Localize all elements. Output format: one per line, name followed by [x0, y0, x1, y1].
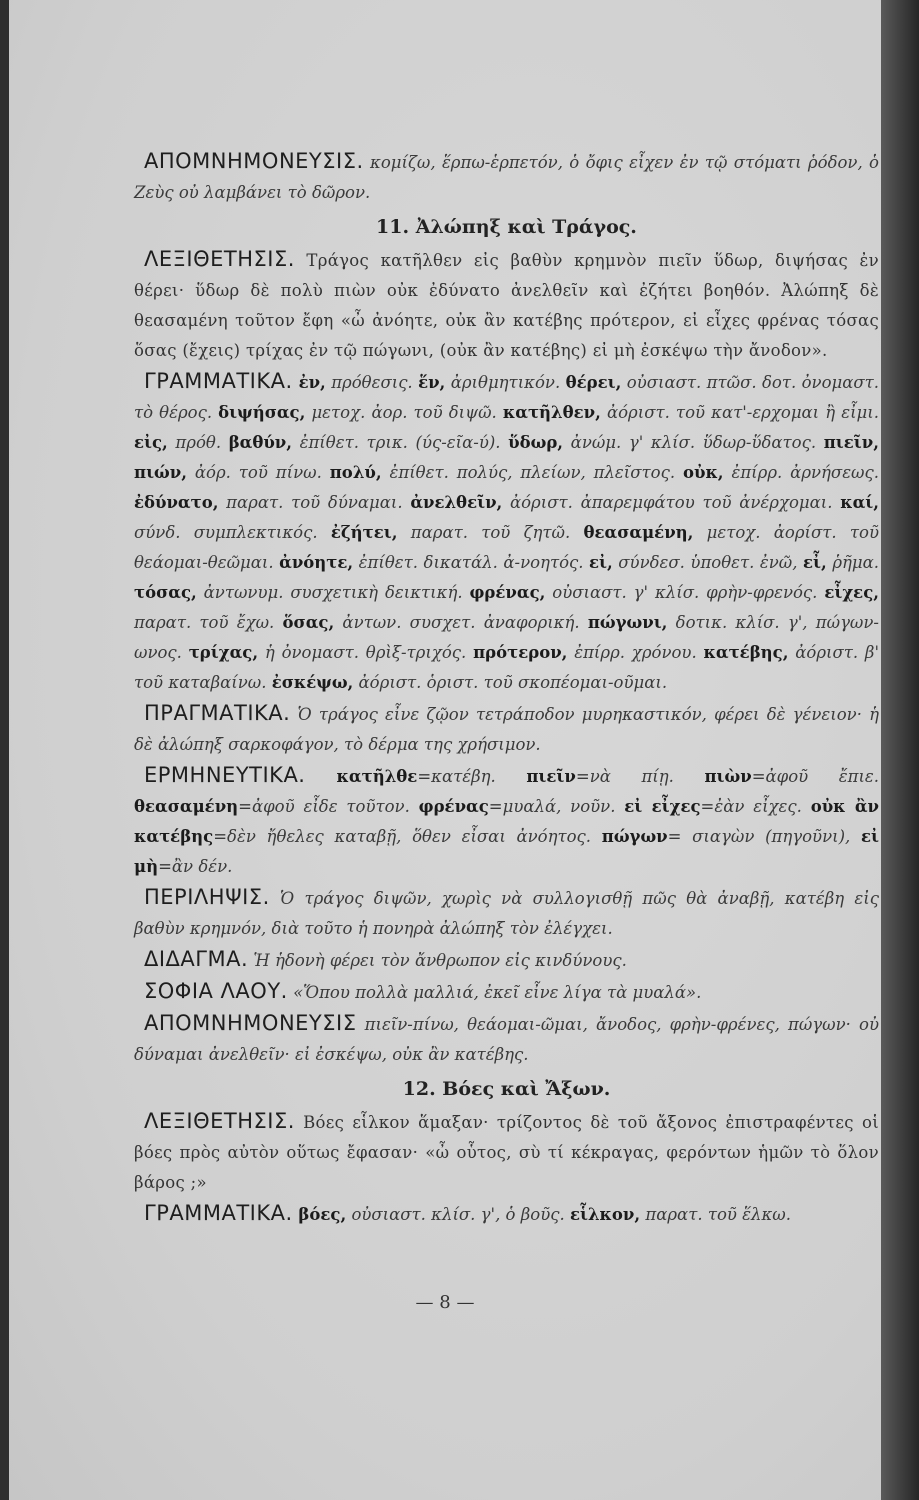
- section-label: ΠΕΡΙΛΗΨΙΣ.: [144, 885, 270, 909]
- headword: ὕδωρ,: [508, 433, 564, 452]
- page-number: — 8 —: [415, 1292, 475, 1313]
- headword: πιεῖν: [526, 767, 576, 786]
- headword: ἐζήτει,: [330, 523, 398, 542]
- headword: ἐσκέψω,: [271, 673, 354, 692]
- gloss-text: =ἂν δέν.: [158, 857, 233, 876]
- gloss-text: = σιαγὼν (πηγοῦνι),: [667, 827, 861, 846]
- gloss-text: κομίζω, ἕρπω-ἑρπετόν, ὁ ὄφις εἶχεν ἐν τῷ στόματι ῥόδον, ὁ Ζεὺς οὐ λαμβάνει τὸ δῶρον.: [134, 153, 879, 202]
- headword: πώγωνι,: [587, 613, 668, 632]
- headword: ἀνελθεῖν,: [410, 493, 503, 512]
- gloss-text: παρατ. τοῦ δύναμαι.: [218, 493, 411, 512]
- gloss-text: μετοχ. ἀορ. τοῦ διψῶ.: [305, 403, 503, 422]
- headword: κατῆλθε: [305, 767, 418, 786]
- gloss-text: οὐσιαστ. κλίσ. γ', ὁ βοῦς.: [346, 1205, 570, 1224]
- gloss-text: ἐπίθετ. τρικ. (ύς-εῖα-ύ).: [292, 433, 509, 452]
- gloss-text: σύνδ. συμπλεκτικός.: [134, 523, 331, 542]
- section-paragraph: [134, 366, 879, 698]
- gloss-text: ἀόρ. τοῦ πίνω.: [186, 463, 330, 482]
- section-paragraph: [134, 976, 879, 1008]
- section-paragraph: [134, 882, 879, 944]
- headword: εἶχες,: [824, 583, 880, 602]
- gloss-text: «Ὅπου πολλὰ μαλλιά, ἐκεῖ εἶνε λίγα τὰ μυαλά».: [287, 983, 702, 1002]
- headword: εἰ εἶχες: [624, 797, 701, 816]
- gloss-text: =μυαλά, νοῦν.: [488, 797, 625, 816]
- gloss-text: ἐπίθετ. δικατάλ. ἀ-νοητός.: [353, 553, 590, 572]
- headword: ὅσας,: [282, 613, 335, 632]
- gloss-text: =ἀφοῦ εἶδε τοῦτον.: [238, 797, 419, 816]
- headword: πιὼν: [704, 767, 752, 786]
- page-body: [134, 146, 879, 1230]
- section-label: ΛΕΞΙΘΕΤΗΣΙΣ.: [144, 1109, 295, 1133]
- gloss-text: πρόθ.: [167, 433, 229, 452]
- section-label: ΛΕΞΙΘΕΤΗΣΙΣ.: [144, 247, 295, 271]
- gloss-text: ἀόριστ. ὁριστ. τοῦ σκοπέομαι-οῦμαι.: [353, 673, 668, 692]
- gloss-text: ἀντωνυμ. συσχετικὴ δεικτική.: [196, 583, 470, 602]
- gloss-text: ἡ ὀνομαστ. θρὶξ-τριχός.: [258, 643, 474, 662]
- headword: βαθύν,: [228, 433, 292, 452]
- gloss-text: παρατ. τοῦ ἔχω.: [134, 613, 283, 632]
- gloss-text: σύνδεσ. ὑποθετ. ἐνῶ,: [612, 553, 804, 572]
- headword: φρένας: [418, 797, 489, 816]
- section-label: ΕΡΜΗΝΕΥΤΙΚΑ.: [144, 763, 306, 787]
- headword: οὐκ,: [682, 463, 724, 482]
- gloss-text: ῥῆμα.: [826, 553, 880, 572]
- headword: τόσας,: [134, 583, 197, 602]
- section-paragraph: [134, 760, 879, 882]
- headword: πιεῖν, πιών,: [134, 433, 879, 482]
- headword: εἰς,: [134, 433, 168, 452]
- section-paragraph: [134, 1106, 879, 1198]
- gloss-text: δοτικ. κλίσ. γ', πώγων-ωνος.: [134, 613, 879, 662]
- headword: εἷλκον,: [569, 1205, 641, 1224]
- gloss-text: =ἀφοῦ ἔπιε.: [751, 767, 880, 786]
- headword: θεασαμένη: [134, 797, 239, 816]
- section-paragraph: [134, 698, 879, 760]
- scan-edge: [881, 0, 919, 1500]
- section-paragraph: [134, 1198, 879, 1230]
- gloss-text: ἀριθμητικόν.: [445, 373, 566, 392]
- gloss-text: ἀνώμ. γ' κλίσ. ὕδωρ-ὕδατος.: [563, 433, 824, 452]
- headword: κατέβης,: [703, 643, 789, 662]
- section-label: ΣΟΦΙΑ ΛΑΟΥ.: [144, 979, 288, 1003]
- gloss-text: Τράγος κατῆλθεν εἰς βαθὺν κρημνὸν πιεῖν ὕδωρ, διψήσας ἐν θέρει· ὕδωρ δὲ πολὺ πιὼν οὐκ ἐδύνατο ἀνελθεῖν καὶ ἐζήτει βοηθόν. Ἀλώπηξ δὲ θεασαμένη τοῦτον ἔφη «ὦ ἀνόητε, οὐκ ἂν κατέβης πρότερον, εἰ εἶχες φρένας τόσας ὅσας (ἔχεις) τρίχας ἐν τῷ πώγωνι, (οὐκ ἂν κατέβης) εἰ μὴ ἐσκέψω τὴν ἄνοδον».: [134, 251, 879, 360]
- gloss-text: =ἐὰν εἶχες.: [700, 797, 811, 816]
- gloss-text: Ὁ τράγος διψῶν, χωρὶς νὰ συλλογισθῇ πῶς θὰ ἀναβῇ, κατέβη εἰς βαθὺν κρημνόν, διὰ τοῦτο ἡ πονηρὰ ἀλώπηξ τὸν ἐλέγχει.: [134, 889, 879, 938]
- gloss-text: ἐπίθετ. πολύς, πλείων, πλεῖστος.: [381, 463, 683, 482]
- gloss-text: ἀντων. συσχετ. ἀναφορική.: [334, 613, 588, 632]
- headword: διψήσας,: [218, 403, 306, 422]
- headword: εἶ,: [803, 553, 827, 572]
- headword: ἕν,: [418, 373, 446, 392]
- gloss-text: πρόθεσις.: [325, 373, 419, 392]
- gloss-text: πιεῖν-πίνω, θεάομαι-ῶμαι, ἄνοδος, φρὴν-φρένες, πώγων· οὐ δύναμαι ἀνελθεῖν· εἰ ἐσκέψω, οὐκ ἂν κατέβης.: [134, 1015, 879, 1064]
- headword: ἀνόητε,: [279, 553, 354, 572]
- section-label: ΓΡΑΜΜΑΤΙΚΑ.: [144, 369, 293, 393]
- headword: καί,: [840, 493, 879, 512]
- book-page: [9, 0, 881, 1500]
- section-label: ΑΠΟΜΝΗΜΟΝΕΥΣΙΣ.: [144, 149, 364, 173]
- gloss-text: παρατ. τοῦ ἕλκω.: [640, 1205, 791, 1224]
- section-paragraph: [134, 244, 879, 366]
- gloss-text: ἀόριστ. τοῦ κατ'-ερχομαι ἢ εἶμι.: [600, 403, 879, 422]
- headword: πρότερον,: [473, 643, 568, 662]
- headword: οὐκ ἂν κατέβης: [134, 797, 880, 846]
- gloss-text: Ἡ ἡδονὴ φέρει τὸν ἄνθρωπον εἰς κινδύνους.: [248, 951, 627, 970]
- headword: πολύ,: [329, 463, 382, 482]
- gloss-text: οὐσιαστ. γ' κλίσ. φρὴν-φρενός.: [545, 583, 825, 602]
- gloss-text: Ὁ τράγος εἶνε ζῷον τετράποδον μυρηκαστικόν, φέρει δὲ γένειον· ἡ δὲ ἀλώπηξ σαρκοφάγον, τὸ δέρμα της χρήσιμον.: [134, 705, 879, 754]
- gloss-text: ἐπίρρ. χρόνου.: [567, 643, 704, 662]
- gloss-text: παρατ. τοῦ ζητῶ.: [397, 523, 584, 542]
- gloss-text: μετοχ. ἀορίστ. τοῦ θεάομαι-θεῶμαι.: [134, 523, 880, 572]
- section-paragraph: [134, 1008, 879, 1070]
- gloss-text: =κατέβη.: [417, 767, 527, 786]
- gloss-text: ἐπίρρ. ἀρνήσεως.: [723, 463, 879, 482]
- headword: βόες,: [292, 1205, 347, 1224]
- headword: φρένας,: [469, 583, 546, 602]
- section-paragraph: [134, 146, 879, 208]
- gloss-text: =δὲν ἤθελες καταβῇ, ὅθεν εἶσαι ἀνόητος.: [213, 827, 602, 846]
- headword: θεασαμένη,: [583, 523, 694, 542]
- headword: ἐν,: [292, 373, 326, 392]
- headword: εἰ,: [589, 553, 613, 572]
- gloss-text: οὐσιαστ. πτῶσ. δοτ. ὀνομαστ. τὸ θέρος.: [134, 373, 880, 422]
- section-label: ΓΡΑΜΜΑΤΙΚΑ.: [144, 1201, 293, 1225]
- headword: κατῆλθεν,: [502, 403, 601, 422]
- fable-title: 12. Βόες καὶ Ἄξων.: [402, 1078, 611, 1100]
- headword: πώγων: [601, 827, 668, 846]
- gloss-text: =νὰ πίῃ.: [575, 767, 705, 786]
- fable-title: 11. Ἀλώπηξ καὶ Τράγος.: [376, 216, 637, 238]
- section-label: ΑΠΟΜΝΗΜΟΝΕΥΣΙΣ: [144, 1011, 357, 1035]
- gloss-text: ἀόριστ. β' τοῦ καταβαίνω.: [134, 643, 879, 692]
- headword: τρίχας,: [188, 643, 259, 662]
- headword: θέρει,: [565, 373, 622, 392]
- headword: ἐδύνατο,: [134, 493, 219, 512]
- section-label: ΠΡΑΓΜΑΤΙΚΑ.: [144, 701, 291, 725]
- gloss-text: Βόες εἷλκον ἅμαξαν· τρίζοντος δὲ τοῦ ἄξονος ἐπιστραφέντες οἱ βόες πρὸς αὐτὸν οὕτως ἔφασαν· «ὦ οὗτος, σὺ τί κέκραγας, φερόντων ἡμῶν τὸ ὅλον βάρος ;»: [134, 1113, 879, 1192]
- gloss-text: ἀόριστ. ἀπαρεμφάτου τοῦ ἀνέρχομαι.: [502, 493, 841, 512]
- section-label: ΔΙΔΑΓΜΑ.: [144, 947, 249, 971]
- section-paragraph: [134, 944, 879, 976]
- headword: εἰ μὴ: [134, 827, 879, 876]
